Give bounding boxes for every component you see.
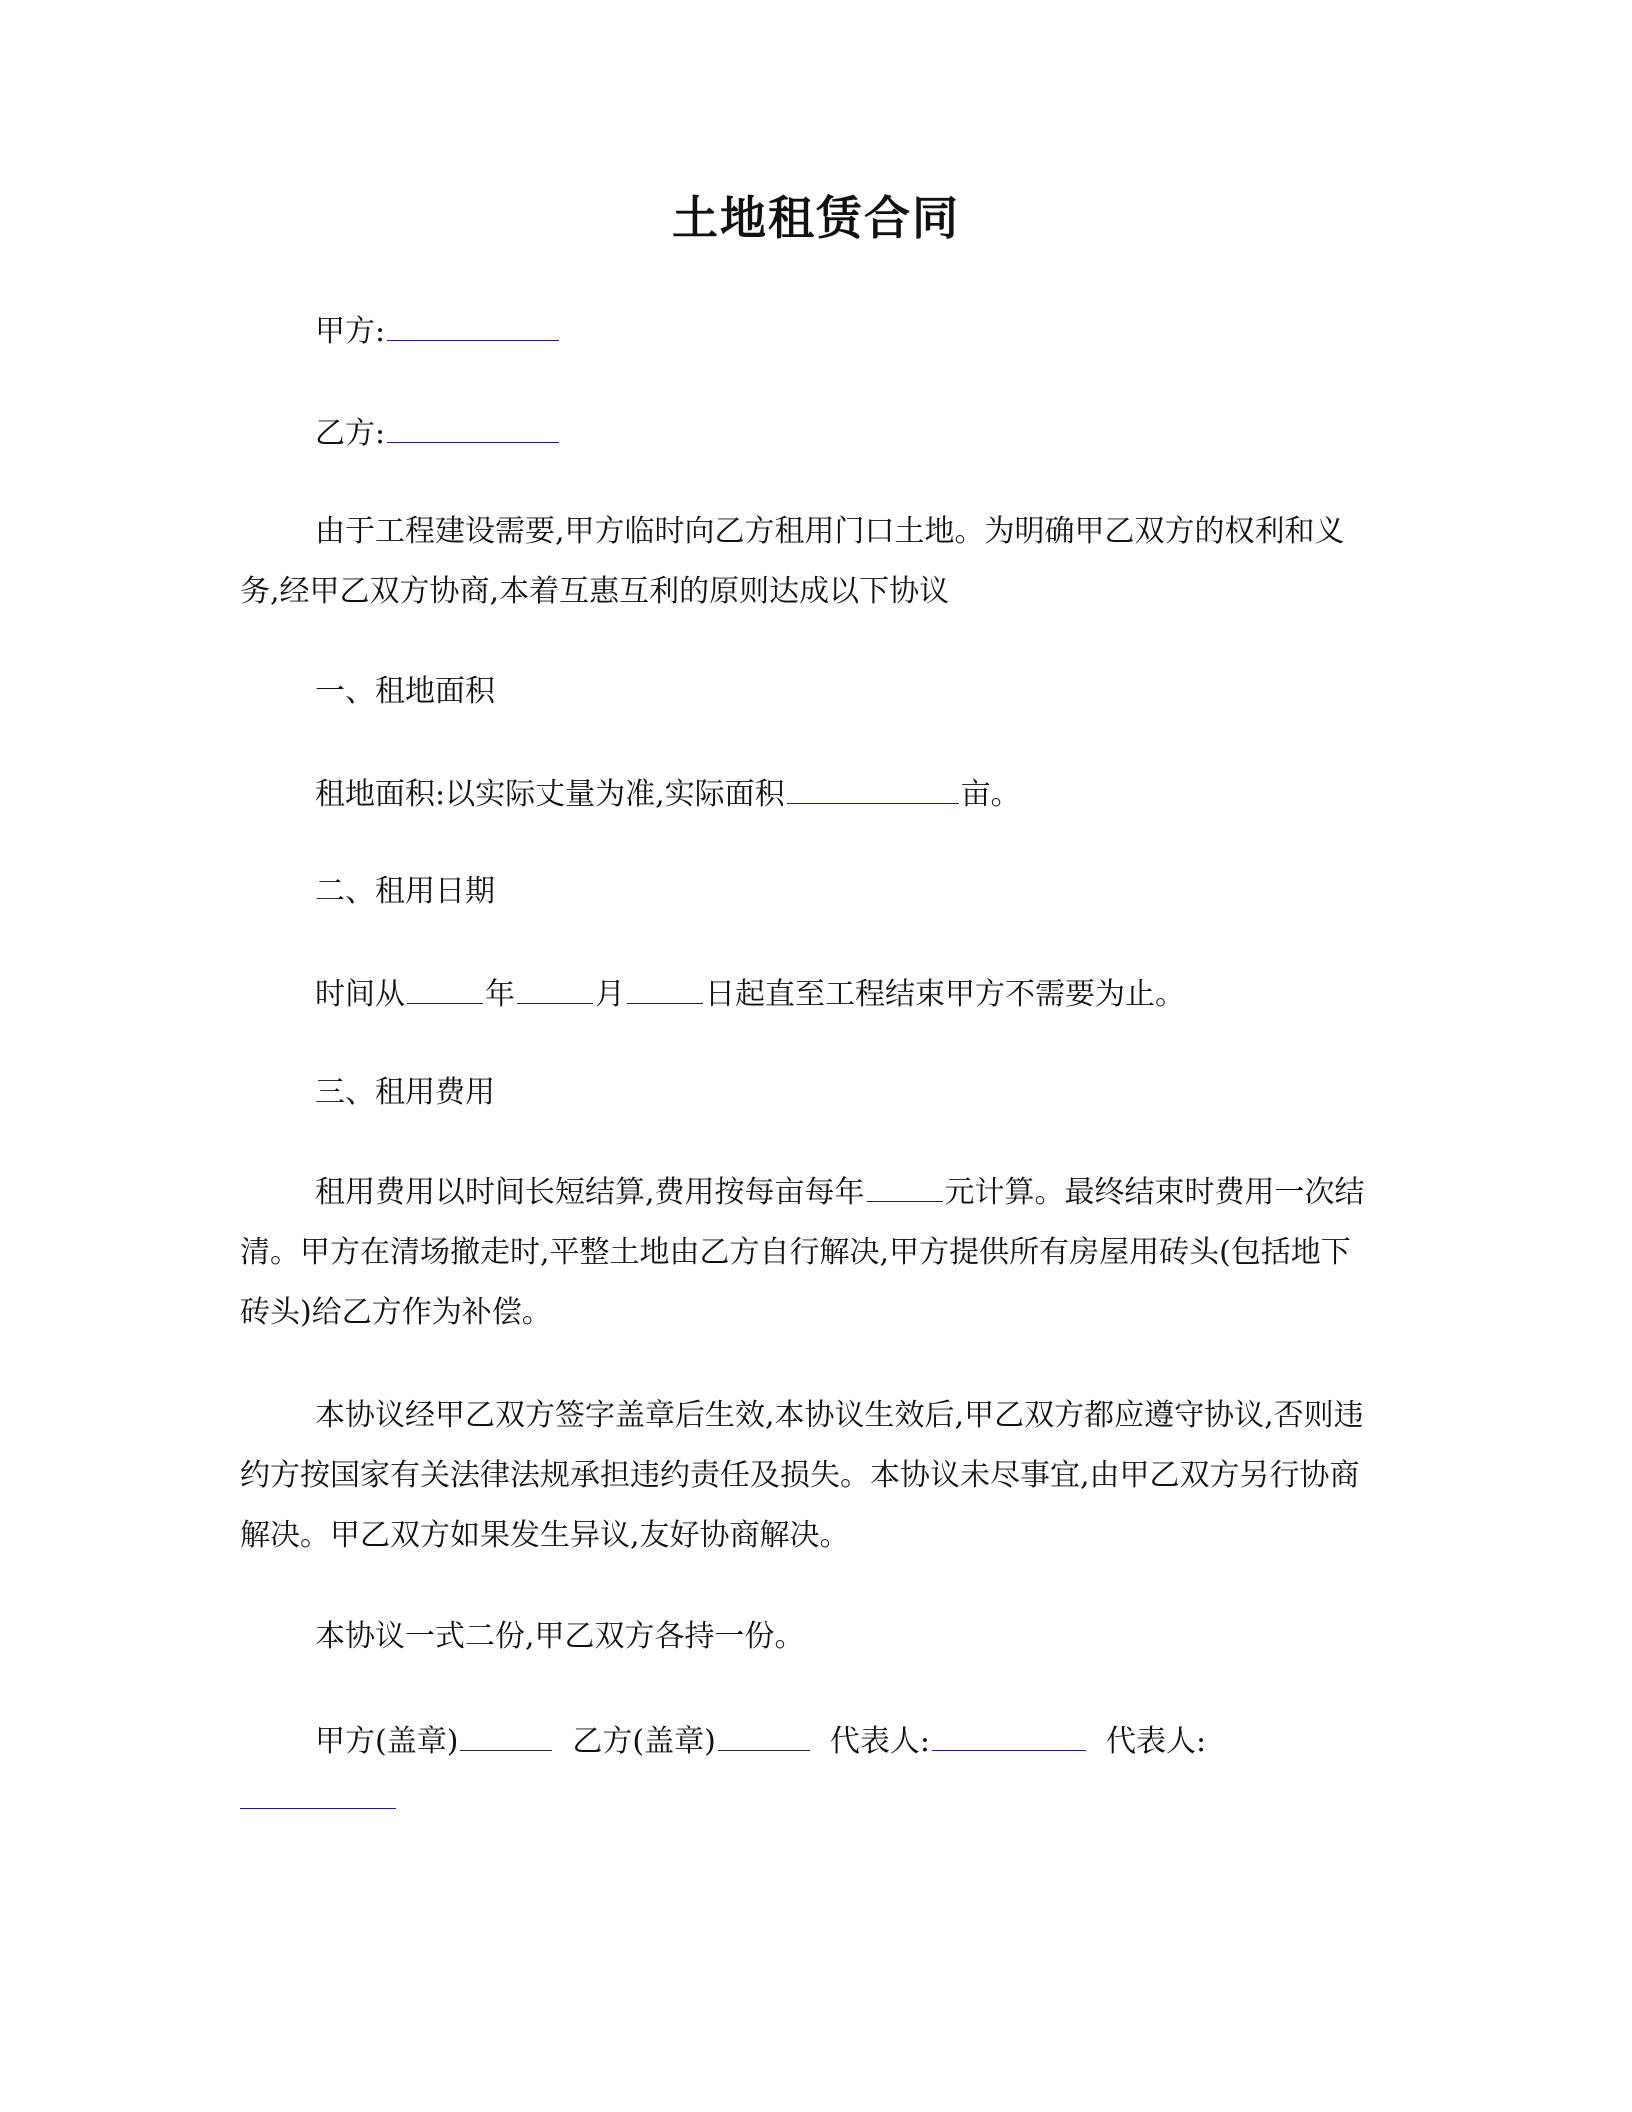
section2-year: 年	[485, 977, 515, 1012]
party-a-seal-blank[interactable]	[460, 1720, 552, 1751]
section3-text-after: 元计算。最终结束时费用一次结清。甲方在清场撤走时,平整土地由乙方自行解决,甲方提供所有房屋用砖头(包括地下砖头)给乙方作为补偿。	[240, 1175, 1365, 1330]
section2-time-from: 时间从	[315, 977, 405, 1012]
rep-b-blank[interactable]	[240, 1808, 396, 1809]
intro-paragraph: 由于工程建设需要,甲方临时向乙方租用门口土地。为明确甲乙双方的权利和义务,经甲乙双方协商,本着互惠互利的原则达成以下协议	[240, 514, 1345, 609]
party-a-seal-label: 甲方(盖章)	[315, 1724, 459, 1759]
day-blank[interactable]	[627, 973, 703, 1004]
party-b-seal-label: 乙方(盖章)	[572, 1724, 716, 1759]
party-b-line	[315, 412, 561, 454]
year-blank[interactable]	[407, 973, 483, 1004]
rep-a-label: 代表人:	[829, 1724, 930, 1759]
section2-line	[315, 973, 1185, 1015]
section3-paragraph	[240, 1163, 1380, 1343]
section1-text-before: 租地面积:以实际丈量为准,实际面积	[315, 777, 785, 812]
section3-heading: 三、租用费用	[315, 1075, 495, 1110]
section2-month: 月	[595, 977, 625, 1012]
party-b-blank[interactable]	[387, 412, 559, 443]
month-blank[interactable]	[517, 973, 593, 1004]
document-title: 土地租赁合同	[672, 191, 960, 245]
effect-paragraph: 本协议经甲乙双方签字盖章后生效,本协议生效后,甲乙双方都应遵守协议,否则违约方按国家有关法律法规承担违约责任及损失。本协议未尽事宜,由甲乙双方另行协商解决。甲乙双方如果发生异议,友好协商解决。	[240, 1398, 1364, 1553]
rep-a-blank[interactable]	[932, 1720, 1086, 1751]
party-a-label: 甲方:	[315, 314, 386, 349]
section2-heading: 二、租用日期	[315, 874, 495, 909]
party-a-blank[interactable]	[387, 310, 559, 341]
section2-text-after: 日起直至工程结束甲方不需要为止。	[705, 977, 1185, 1012]
section3-text-before: 租用费用以时间长短结算,费用按每亩每年	[315, 1175, 865, 1210]
area-blank[interactable]	[787, 773, 959, 804]
party-b-seal-blank[interactable]	[718, 1720, 810, 1751]
copies-paragraph: 本协议一式二份,甲乙双方各持一份。	[315, 1619, 805, 1654]
fee-blank[interactable]	[867, 1171, 943, 1202]
rep-b-label: 代表人:	[1105, 1724, 1207, 1759]
section1-line	[315, 773, 1021, 815]
section1-text-after: 亩。	[960, 777, 1021, 812]
signature-line	[315, 1720, 1206, 1762]
section1-heading: 一、租地面积	[315, 674, 495, 709]
party-a-line	[315, 310, 561, 352]
party-b-label: 乙方:	[315, 416, 386, 451]
